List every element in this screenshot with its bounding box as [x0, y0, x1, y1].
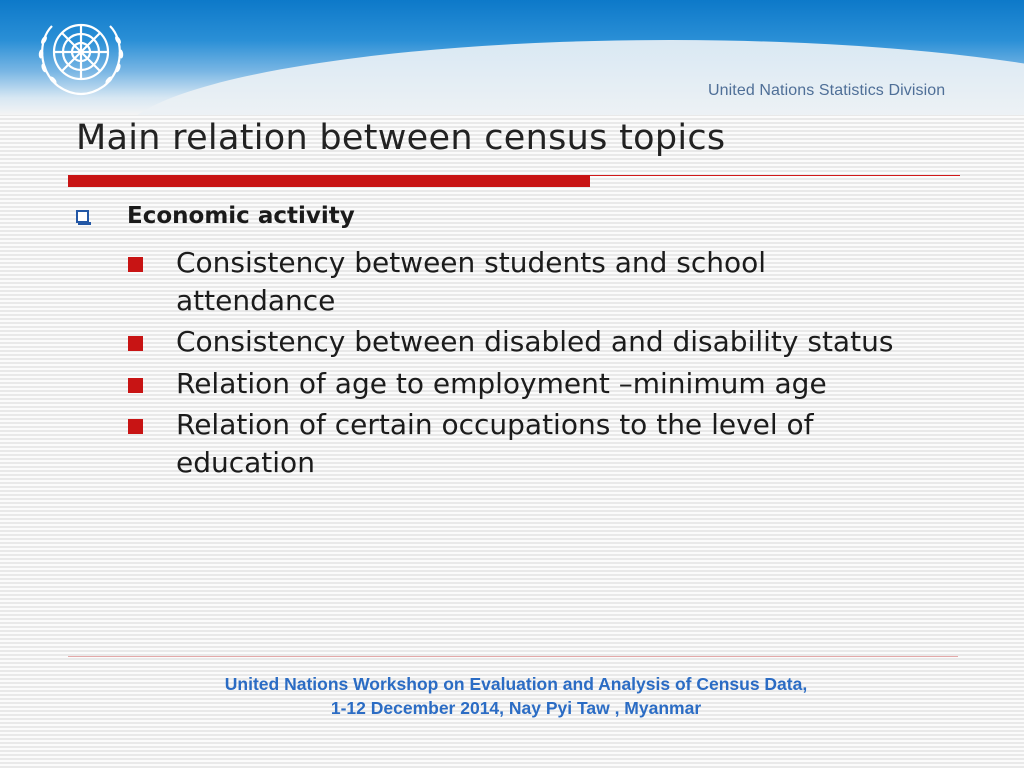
footer-line-1: United Nations Workshop on Evaluation and Analysis of Census Data,: [224, 674, 808, 694]
slide-title: Main relation between census topics: [76, 118, 726, 158]
header-banner: [0, 0, 1024, 115]
footer-rule: [68, 656, 958, 657]
list-item: [128, 406, 928, 481]
footer: [0, 672, 1024, 720]
list-item: [128, 365, 928, 403]
list-item-text: Consistency between students and school attendance: [176, 246, 767, 317]
list-item-text: Relation of certain occupations to the level of education: [176, 408, 814, 479]
square-bullet-icon: [128, 378, 143, 393]
square-bullet-icon: [128, 419, 143, 434]
square-bullet-icon: [128, 257, 143, 272]
list-item: [128, 244, 928, 319]
section-heading: Economic activity: [127, 203, 355, 229]
un-emblem-icon: [30, 10, 132, 100]
hollow-square-bullet-icon: [76, 210, 89, 223]
footer-line-2: 1-12 December 2014, Nay Pyi Taw , Myanmar: [330, 698, 702, 718]
banner-swoosh: [120, 40, 1024, 115]
list-item: [128, 323, 928, 361]
title-rule-thick: [68, 175, 590, 187]
list-item-text: Relation of age to employment –minimum age: [176, 366, 827, 400]
bullet-list: [128, 244, 928, 485]
square-bullet-icon: [128, 336, 143, 351]
list-item-text: Consistency between disabled and disability status: [176, 325, 894, 358]
header-division-name: United Nations Statistics Division: [708, 82, 946, 99]
